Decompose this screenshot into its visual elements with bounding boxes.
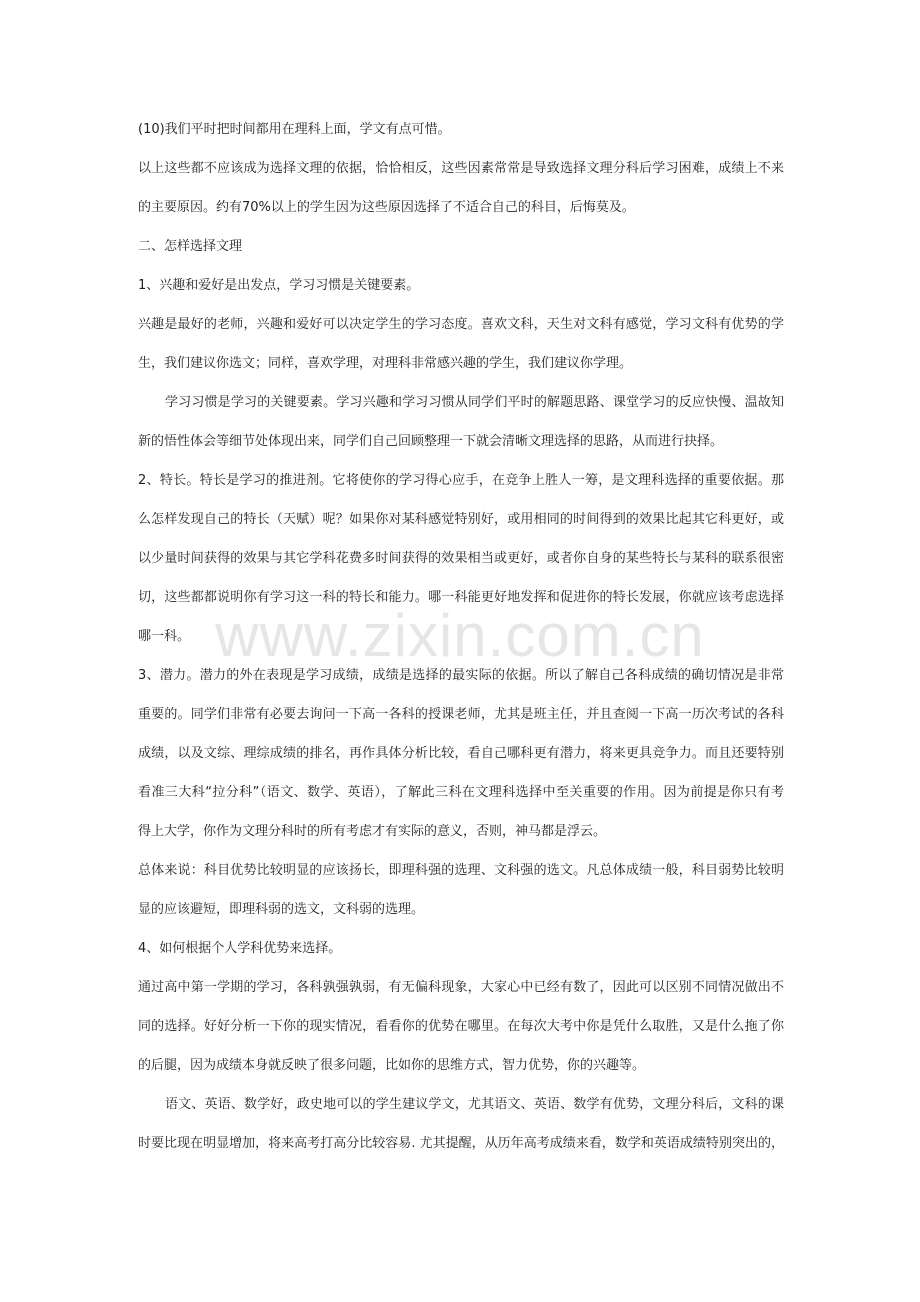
paragraph-line: 显的应该避短，即理科弱的选文，文科弱的选理。 <box>138 902 425 917</box>
paragraph-line: 切，这些都都说明你有学习这一科的特长和能力。哪一科能更好地发挥和促进你的特长发展，你就应该考虑选择 <box>138 590 784 605</box>
paragraph-line: 成绩，以及文综、理综成绩的排名，再作具体分析比较，看自己哪科更有潜力，将来更具竞争力。而且还要特别 <box>138 746 784 761</box>
paragraph-line: 的后腿，因为成绩本身就反映了很多问题，比如你的思维方式，智力优势，你的兴趣等。 <box>138 1058 646 1073</box>
paragraph-line: 兴趣是最好的老师，兴趣和爱好可以决定学生的学习态度。喜欢文科，天生对文科有感觉，学习文科有优势的学 <box>138 317 784 332</box>
section-heading: 二、怎样选择文理 <box>138 239 243 254</box>
paragraph-line: 的主要原因。约有70%以上的学生因为这些原因选择了不适合自己的科目，后悔莫及。 <box>138 200 635 215</box>
paragraph-line: 重要的。同学们非常有必要去询问一下高一各科的授课老师，尤其是班主任，并且查阅一下高一历次考试的各科 <box>138 707 784 722</box>
paragraph-line: 3、潜力。潜力的外在表现是学习成绩，成绩是选择的最实际的依据。所以了解自己各科成绩的确切情况是非常 <box>138 668 784 683</box>
paragraph-line: 得上大学，你作为文理分科时的所有考虑才有实际的意义，否则，神马都是浮云。 <box>138 824 607 839</box>
subsection-heading: 1、兴趣和爱好是出发点，学习习惯是关键要素。 <box>138 278 420 293</box>
document-body <box>138 117 784 1170</box>
paragraph-line: 哪一科。 <box>138 629 191 644</box>
paragraph-line: 生，我们建议你选文；同样，喜欢学理，对理科非常感兴趣的学生，我们建议你学理。 <box>138 356 633 371</box>
paragraph-line: 看准三大科“拉分科”（语文、数学、英语），了解此三科在文理科选择中至关重要的作用。因为前提是你只有考 <box>138 785 784 800</box>
watermark: www.zixin.com.cn <box>215 602 705 669</box>
paragraph-line: 以少量时间获得的效果与其它学科花费多时间获得的效果相当或更好，或者你自身的某些特长与某科的联系很密 <box>138 551 784 566</box>
paragraph-line: 通过高中第一学期的学习，各科孰强孰弱，有无偏科现象，大家心中已经有数了，因此可以区别不同情况做出不 <box>138 980 784 995</box>
paragraph-line: 语文、英语、数学好，政史地可以的学生建议学文，尤其语文、英语、数学有优势，文理分科后，文科的课 <box>165 1097 784 1112</box>
paragraph-line: 时要比现在明显增加，将来高考打高分比较容易. 尤其提醒，从历年高考成绩来看，数学和英语成绩特别突出的， <box>138 1136 784 1151</box>
list-item-10: (10)我们平时把时间都用在理科上面，学文有点可惜。 <box>138 122 451 137</box>
paragraph-line: 以上这些都不应该成为选择文理的依据，恰恰相反，这些因素常常是导致选择文理分科后学习困难，成绩上不来 <box>138 161 784 176</box>
paragraph-line: 2、特长。特长是学习的推进剂。它将使你的学习得心应手，在竞争上胜人一筹，是文理科选择的重要依据。那 <box>138 473 784 488</box>
paragraph-line: 么怎样发现自己的特长（天赋）呢？如果你对某科感觉特别好，或用相同的时间得到的效果比起其它科更好，或 <box>138 512 784 527</box>
paragraph-line: 总体来说：科目优势比较明显的应该扬长，即理科强的选理、文科强的选文。凡总体成绩一般，科目弱势比较明 <box>138 863 784 878</box>
paragraph-line: 学习习惯是学习的关键要素。学习兴趣和学习习惯从同学们平时的解题思路、课堂学习的反应快慢、温故知 <box>165 395 784 410</box>
paragraph-line: 新的悟性体会等细节处体现出来，同学们自己回顾整理一下就会清晰文理选择的思路，从而进行抉择。 <box>138 434 724 449</box>
subsection-heading: 4、如何根据个人学科优势来选择。 <box>138 941 342 956</box>
paragraph-line: 同的选择。好好分析一下你的现实情况，看看你的优势在哪里。在每次大考中你是凭什么取胜，又是什么拖了你 <box>138 1019 784 1034</box>
